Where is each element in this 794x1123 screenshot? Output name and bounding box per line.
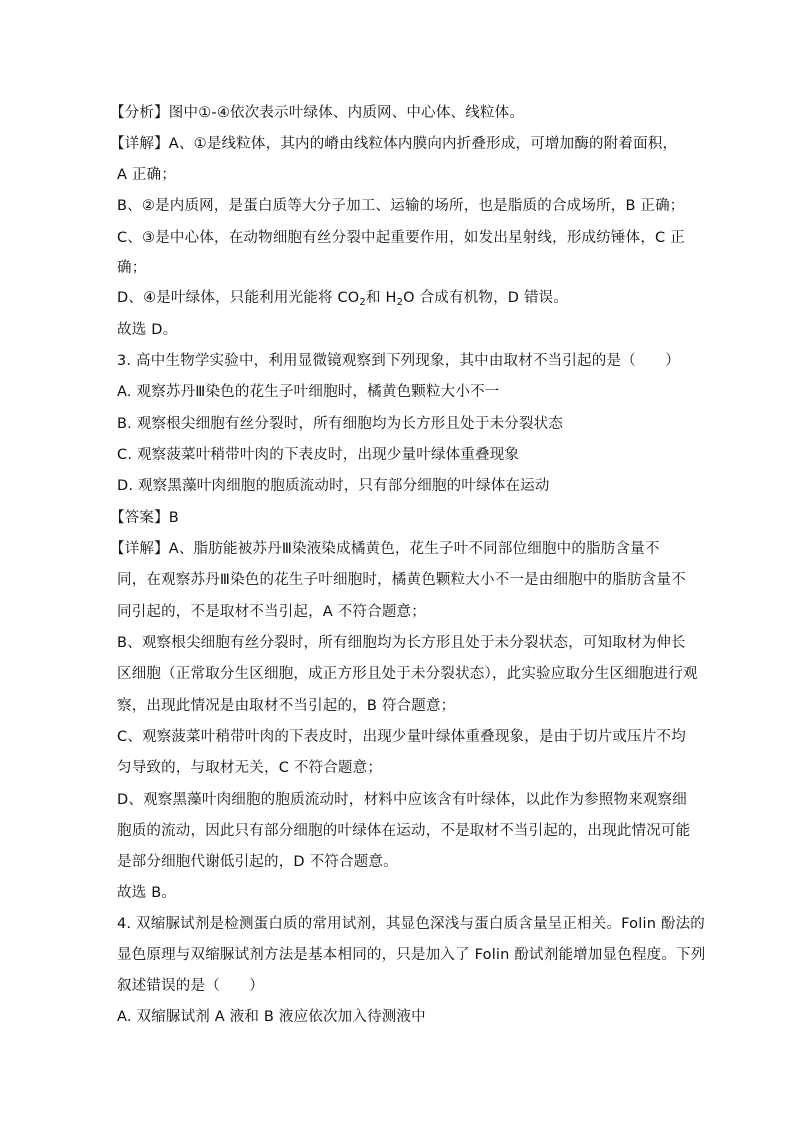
text-line: C、观察菠菜叶稍带叶肉的下表皮时，出现少量叶绿体重叠现象，是由于切片或压片不均: [117, 729, 686, 745]
question-3-option-c: C. 观察菠菜叶稍带叶肉的下表皮时，出现少量叶绿体重叠现象: [117, 447, 520, 463]
question-4-stem: 叙述错误的是（ ）: [117, 978, 264, 994]
text-line: D、观察黑藻叶肉细胞的胞质流动时，材料中应该含有叶绿体，以此作为参照物来观察细: [117, 792, 687, 808]
question-3-option-b: B. 观察根尖细胞有丝分裂时，所有细胞均为长方形且处于未分裂状态: [117, 416, 564, 432]
question-4-stem: 4. 双缩脲试剂是检测蛋白质的常用试剂，其显色深浅与蛋白质含量呈正相关。Folin 酚法的: [117, 916, 705, 932]
text-segment: 和 H: [365, 290, 397, 306]
conclusion-line: 故选 B。: [117, 885, 177, 901]
text-line: 匀导致的，与取材无关，C 不符合题意；: [117, 760, 383, 776]
text-line: 察，出现此情况是由取材不当引起的，B 符合题意；: [117, 698, 456, 714]
answer-line: 【答案】B: [110, 510, 179, 526]
text-line: 是部分细胞代谢低引起的，D 不符合题意。: [117, 854, 398, 870]
text-line: 区细胞（正常取分生区细胞，成正方形且处于未分裂状态），此实验应取分生区细胞进行观: [117, 666, 698, 682]
text-line: 确；: [117, 260, 147, 276]
question-4-option-a: A. 双缩脲试剂 A 液和 B 液应依次加入待测液中: [117, 1009, 426, 1025]
text-segment: D、④是叶绿体，只能利用光能将 CO: [117, 290, 360, 306]
subscript: 2: [359, 297, 366, 308]
question-3-option-d: D. 观察黑藻叶肉细胞的胞质流动时，只有部分细胞的叶绿体在运动: [117, 478, 550, 494]
question-4-stem: 显色原理与双缩脲试剂方法是基本相同的，只是加入了 Folin 酚试剂能增加显色程度。下列: [117, 947, 706, 963]
question-3-stem: 3. 高中生物学实验中，利用显微镜观察到下列现象，其中由取材不当引起的是（ ）: [117, 353, 680, 369]
text-line: B、观察根尖细胞有丝分裂时，所有细胞均为长方形且处于未分裂状态，可知取材为伸长: [117, 635, 686, 651]
text-line: A 正确；: [117, 167, 177, 183]
conclusion-line: 故选 D。: [117, 322, 178, 338]
subscript: 2: [396, 297, 404, 308]
text-line: B、②是内质网，是蛋白质等大分子加工、运输的场所，也是脂质的合成场所，B 正确；: [117, 198, 685, 214]
text-line: C、③是中心体，在动物细胞有丝分裂中起重要作用，如发出星射线，形成纺锤体，C 正: [117, 230, 685, 246]
text-line: 同，在观察苏丹Ⅲ染色的花生子叶细胞时，橘黄色颗粒大小不一是由细胞中的脂肪含量不: [117, 572, 686, 588]
question-3-option-a: A. 观察苏丹Ⅲ染色的花生子叶细胞时，橘黄色颗粒大小不一: [117, 384, 500, 400]
detail-line: 【详解】A、脂肪能被苏丹Ⅲ染液染成橘黄色，花生子叶不同部位细胞中的脂肪含量不: [110, 541, 660, 557]
text-line: 同引起的，不是取材不当引起，A 不符合题意；: [117, 604, 426, 620]
text-line: 胞质的流动，因此只有部分细胞的叶绿体在运动，不是取材不当引起的，出现此情况可能: [117, 823, 691, 839]
analysis-line: 【分析】图中①-④依次表示叶绿体、内质网、中心体、线粒体。: [110, 105, 525, 121]
text-line-with-formula: [117, 288, 568, 308]
text-segment: O 合成有机物，D 错误。: [403, 290, 569, 306]
detail-line: 【详解】A、①是线粒体，其内的嵴由线粒体内膜向内折叠形成，可增加酶的附着面积，: [110, 136, 678, 152]
